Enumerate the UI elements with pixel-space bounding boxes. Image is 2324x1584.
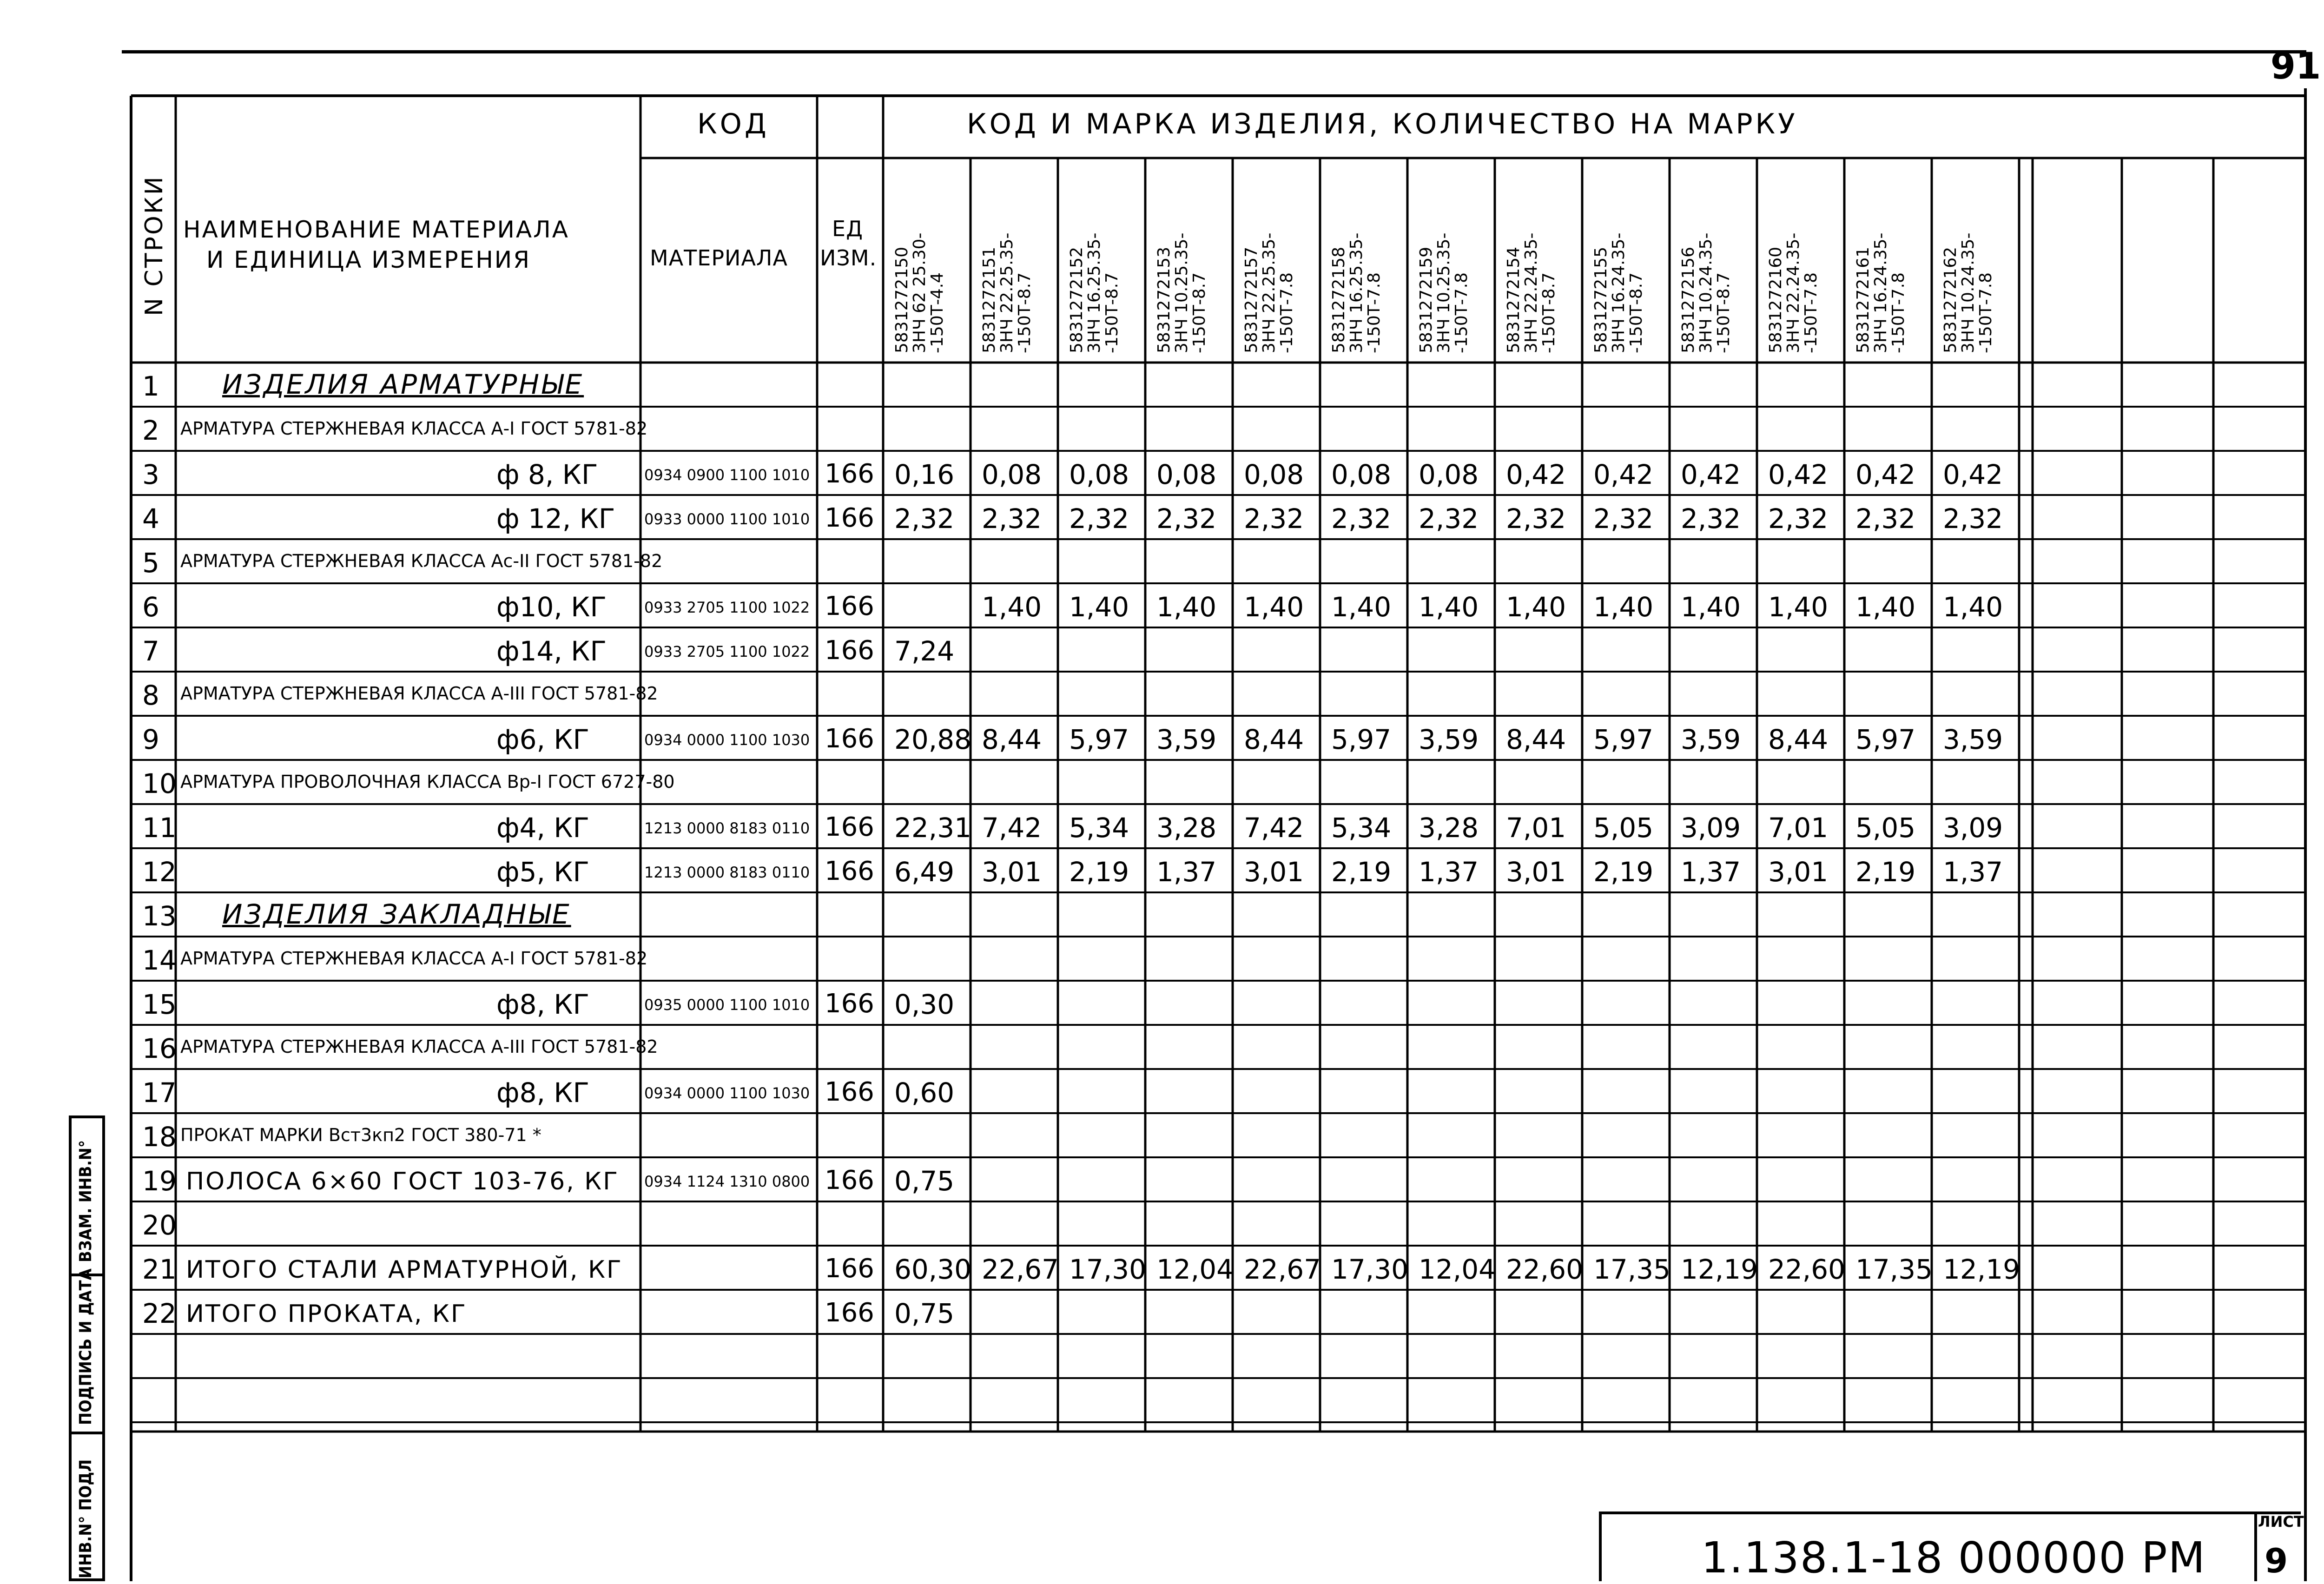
product-mark2: -150Т-7.8 xyxy=(1277,272,1296,353)
value-cell: 1,40 xyxy=(1593,591,1654,623)
row-number: 3 xyxy=(142,459,159,490)
value-cell: 0,08 xyxy=(982,459,1042,490)
value-cell: 1,40 xyxy=(982,591,1042,623)
product-column-header xyxy=(1680,233,1733,353)
value-cell: 1,40 xyxy=(1419,591,1479,623)
sidebar-label-podpis: ПОДПИСЬ И ДАТА xyxy=(76,1268,95,1425)
value-cell: 1,40 xyxy=(1331,591,1392,623)
value-cell: 12,04 xyxy=(1419,1254,1496,1285)
product-mark2: -150Т-7.8 xyxy=(1452,272,1471,353)
value-cell: 17,35 xyxy=(1593,1254,1671,1285)
value-cell: 1,40 xyxy=(1768,591,1829,623)
value-cell: 3,59 xyxy=(1419,724,1479,755)
product-mark1: 3НЧ 22.24.35- xyxy=(1784,232,1803,353)
row-name: АРМАТУРА СТЕРЖНЕВАЯ КЛАССА А-III ГОСТ 5781-82 xyxy=(180,1036,658,1057)
row-number: 7 xyxy=(142,635,159,667)
product-mark1: 3НЧ 22.25.35- xyxy=(1260,232,1279,353)
value-cell: 0,42 xyxy=(1681,459,1741,490)
value-cell: 1,37 xyxy=(1681,856,1741,888)
value-cell: 0,42 xyxy=(1768,459,1829,490)
row-number: 5 xyxy=(142,547,159,579)
value-cell: 5,97 xyxy=(1593,724,1654,755)
value-cell: 2,32 xyxy=(1244,503,1304,535)
product-mark2: -150Т-8.7 xyxy=(1190,272,1209,353)
product-column-header xyxy=(1243,233,1296,353)
value-cell: 17,30 xyxy=(1331,1254,1409,1285)
row-number: 11 xyxy=(142,812,177,844)
header-kod: КОД xyxy=(697,108,769,140)
value-cell: 8,44 xyxy=(1244,724,1304,755)
product-mark2: -150Т-8.7 xyxy=(1539,272,1558,353)
product-code: 5831272158 xyxy=(1329,246,1348,353)
row-number: 9 xyxy=(142,724,159,755)
product-mark1: 3НЧ 22.25.35- xyxy=(997,232,1017,353)
row-number: 16 xyxy=(142,1033,177,1064)
row-number: 17 xyxy=(142,1077,177,1109)
header-product-group: КОД И МАРКА ИЗДЕЛИЯ, КОЛИЧЕСТВО НА МАРКУ xyxy=(967,108,1798,140)
product-mark2: -150Т-8.7 xyxy=(1103,272,1122,353)
value-cell: 3,01 xyxy=(1506,856,1566,888)
value-cell: 7,42 xyxy=(982,812,1042,844)
row-unit: 166 xyxy=(825,503,874,533)
row-name: АРМАТУРА ПРОВОЛОЧНАЯ КЛАССА Вр-I ГОСТ 6727-80 xyxy=(180,772,675,792)
row-name: ф14, КГ xyxy=(496,635,607,667)
row-number: 21 xyxy=(142,1254,177,1285)
row-material-code: 1213 0000 8183 0110 xyxy=(644,819,810,837)
product-mark2: -150Т-4.4 xyxy=(928,272,947,353)
sheet-number: 9 xyxy=(2265,1541,2288,1580)
row-unit: 166 xyxy=(825,989,874,1019)
value-cell: 3,59 xyxy=(1156,724,1217,755)
value-cell: 2,32 xyxy=(1069,503,1129,535)
product-column-header xyxy=(1155,233,1208,353)
value-cell: 0,75 xyxy=(894,1165,955,1197)
product-code: 5831272159 xyxy=(1417,246,1436,353)
row-material-code: 0934 1124 1310 0800 xyxy=(644,1173,810,1190)
product-code: 5831272160 xyxy=(1766,246,1785,353)
value-cell: 5,34 xyxy=(1331,812,1392,844)
row-unit: 166 xyxy=(825,591,874,621)
row-unit: 166 xyxy=(825,724,874,754)
product-mark2: -150Т-8.7 xyxy=(1627,272,1646,353)
page-number: 91 xyxy=(2270,46,2321,87)
product-mark1: 3НЧ 16.25.35- xyxy=(1085,232,1104,353)
value-cell: 22,60 xyxy=(1768,1254,1846,1285)
row-name: ф 12, КГ xyxy=(496,503,615,535)
row-unit: 166 xyxy=(825,856,874,886)
product-mark1: 3НЧ 16.24.35- xyxy=(1871,232,1890,353)
row-name: ИЗДЕЛИЯ ЗАКЛАДНЫЕ xyxy=(222,898,571,930)
value-cell: 12,19 xyxy=(1681,1254,1758,1285)
row-name: ИТОГО ПРОКАТА, КГ xyxy=(186,1300,467,1328)
value-cell: 0,42 xyxy=(1506,459,1566,490)
value-cell: 7,42 xyxy=(1244,812,1304,844)
row-number: 12 xyxy=(142,856,177,888)
value-cell: 12,19 xyxy=(1943,1254,2020,1285)
row-material-code: 0933 0000 1100 1010 xyxy=(644,510,810,528)
value-cell: 2,32 xyxy=(1768,503,1829,535)
row-name: ИТОГО СТАЛИ АРМАТУРНОЙ, КГ xyxy=(186,1256,623,1284)
value-cell: 1,40 xyxy=(1244,591,1304,623)
value-cell: 0,42 xyxy=(1943,459,2003,490)
row-number: 2 xyxy=(142,415,159,446)
product-mark1: 3НЧ 10.25.35- xyxy=(1172,232,1191,353)
product-mark2: -150Т-8.7 xyxy=(1714,272,1733,353)
product-mark1: 3НЧ 16.24.35- xyxy=(1609,232,1628,353)
value-cell: 22,67 xyxy=(982,1254,1059,1285)
product-mark2: -150Т-7.8 xyxy=(1365,272,1384,353)
header-material: МАТЕРИАЛА xyxy=(650,245,788,271)
row-number: 18 xyxy=(142,1121,177,1153)
row-material-code: 0934 0000 1100 1030 xyxy=(644,731,810,749)
value-cell: 1,37 xyxy=(1156,856,1217,888)
value-cell: 1,40 xyxy=(1069,591,1129,623)
row-unit: 166 xyxy=(825,1165,874,1195)
product-mark1: 3НЧ 10.25.35- xyxy=(1434,232,1453,353)
value-cell: 2,19 xyxy=(1069,856,1129,888)
value-cell: 0,08 xyxy=(1069,459,1129,490)
row-name: ф10, КГ xyxy=(496,591,607,623)
row-number: 1 xyxy=(142,370,159,402)
header-row-number: N СТРОКИ xyxy=(140,175,168,316)
product-column-header xyxy=(981,233,1034,353)
product-code: 5831272150 xyxy=(892,246,911,353)
value-cell: 2,19 xyxy=(1593,856,1654,888)
row-material-code: 0934 0900 1100 1010 xyxy=(644,466,810,484)
value-cell: 12,04 xyxy=(1156,1254,1234,1285)
value-cell: 1,37 xyxy=(1419,856,1479,888)
value-cell: 6,49 xyxy=(894,856,955,888)
row-name: ф5, КГ xyxy=(496,856,589,888)
product-column-header xyxy=(1418,233,1471,353)
value-cell: 7,24 xyxy=(894,635,955,667)
value-cell: 8,44 xyxy=(982,724,1042,755)
product-mark2: -150Т-8.7 xyxy=(1015,272,1034,353)
product-column-header xyxy=(893,233,946,353)
row-material-code: 0934 0000 1100 1030 xyxy=(644,1084,810,1102)
row-name: ф6, КГ xyxy=(496,724,589,755)
value-cell: 5,97 xyxy=(1331,724,1392,755)
value-cell: 2,32 xyxy=(1593,503,1654,535)
row-material-code: 1213 0000 8183 0110 xyxy=(644,864,810,881)
row-unit: 166 xyxy=(825,635,874,666)
sidebar-label-vzam: ВЗАМ. ИНВ.N° xyxy=(76,1140,95,1262)
value-cell: 0,30 xyxy=(894,989,955,1020)
product-column-header xyxy=(1330,233,1383,353)
row-name: ф4, КГ xyxy=(496,812,589,844)
row-unit: 166 xyxy=(825,459,874,489)
value-cell: 3,59 xyxy=(1943,724,2003,755)
value-cell: 1,40 xyxy=(1855,591,1916,623)
value-cell: 0,08 xyxy=(1419,459,1479,490)
value-cell: 0,42 xyxy=(1855,459,1916,490)
value-cell: 3,01 xyxy=(1244,856,1304,888)
row-number: 13 xyxy=(142,900,177,932)
value-cell: 3,28 xyxy=(1156,812,1217,844)
value-cell: 20,88 xyxy=(894,724,972,755)
value-cell: 5,97 xyxy=(1855,724,1916,755)
row-number: 14 xyxy=(142,944,177,976)
product-code: 5831272155 xyxy=(1591,246,1611,353)
value-cell: 60,30 xyxy=(894,1254,972,1285)
product-mark1: 3НЧ 10.24.35- xyxy=(1697,232,1716,353)
row-unit: 166 xyxy=(825,1298,874,1328)
value-cell: 5,05 xyxy=(1855,812,1916,844)
value-cell: 3,09 xyxy=(1681,812,1741,844)
value-cell: 1,40 xyxy=(1943,591,2003,623)
value-cell: 0,08 xyxy=(1331,459,1392,490)
row-name: ф8, КГ xyxy=(496,1077,589,1109)
product-column-header xyxy=(1068,233,1121,353)
product-column-header xyxy=(1592,233,1645,353)
value-cell: 8,44 xyxy=(1506,724,1566,755)
header-name-line2: И ЕДИНИЦА ИЗМЕРЕНИЯ xyxy=(206,246,531,273)
side-stamp xyxy=(69,1115,105,1581)
value-cell: 2,32 xyxy=(1681,503,1741,535)
value-cell: 0,75 xyxy=(894,1298,955,1329)
row-name: ПРОКАТ МАРКИ Вст3кп2 ГОСТ 380-71 * xyxy=(180,1125,541,1145)
row-number: 19 xyxy=(142,1165,177,1197)
product-column-header xyxy=(1942,233,1995,353)
value-cell: 5,34 xyxy=(1069,812,1129,844)
product-mark1: 3НЧ 16.25.35- xyxy=(1347,232,1366,353)
row-name: ПОЛОСА 6×60 ГОСТ 103-76, КГ xyxy=(186,1168,619,1195)
row-number: 15 xyxy=(142,989,177,1020)
header-unit-line1: ЕД xyxy=(832,216,864,241)
value-cell: 0,16 xyxy=(894,459,955,490)
product-column-header xyxy=(1855,233,1908,353)
value-cell: 0,08 xyxy=(1156,459,1217,490)
value-cell: 2,19 xyxy=(1331,856,1392,888)
value-cell: 22,31 xyxy=(894,812,972,844)
product-code: 5831272157 xyxy=(1242,246,1261,353)
value-cell: 3,59 xyxy=(1681,724,1741,755)
value-cell: 0,60 xyxy=(894,1077,955,1109)
product-code: 5831272161 xyxy=(1854,246,1873,353)
product-column-header xyxy=(1505,233,1558,353)
row-number: 4 xyxy=(142,503,159,535)
product-code: 5831272153 xyxy=(1155,246,1174,353)
value-cell: 2,32 xyxy=(1419,503,1479,535)
value-cell: 22,60 xyxy=(1506,1254,1584,1285)
value-cell: 7,01 xyxy=(1506,812,1566,844)
product-column-header xyxy=(1767,233,1820,353)
value-cell: 3,01 xyxy=(1768,856,1829,888)
value-cell: 2,32 xyxy=(1156,503,1217,535)
value-cell: 3,01 xyxy=(982,856,1042,888)
value-cell: 8,44 xyxy=(1768,724,1829,755)
row-name: АРМАТУРА СТЕРЖНЕВАЯ КЛАССА А-I ГОСТ 5781-82 xyxy=(180,418,648,439)
value-cell: 1,37 xyxy=(1943,856,2003,888)
value-cell: 7,01 xyxy=(1768,812,1829,844)
value-cell: 2,32 xyxy=(1855,503,1916,535)
value-cell: 22,67 xyxy=(1244,1254,1321,1285)
sheet-label: ЛИСТ xyxy=(2258,1513,2304,1531)
row-number: 20 xyxy=(142,1209,177,1241)
row-number: 22 xyxy=(142,1298,177,1329)
row-number: 8 xyxy=(142,680,159,711)
sidebar-label-inv: ИНВ.N° ПОДЛ xyxy=(76,1459,95,1578)
value-cell: 0,08 xyxy=(1244,459,1304,490)
row-name: ф8, КГ xyxy=(496,989,589,1020)
value-cell: 1,40 xyxy=(1156,591,1217,623)
value-cell: 2,32 xyxy=(1331,503,1392,535)
value-cell: 17,35 xyxy=(1855,1254,1933,1285)
header-name-line1: НАИМЕНОВАНИЕ МАТЕРИАЛА xyxy=(183,216,569,243)
header-unit-line2: ИЗМ. xyxy=(820,245,877,271)
product-mark1: 3НЧ 22.24.35- xyxy=(1522,232,1541,353)
value-cell: 1,40 xyxy=(1506,591,1566,623)
row-number: 6 xyxy=(142,591,159,623)
row-unit: 166 xyxy=(825,812,874,842)
product-code: 5831272152 xyxy=(1067,246,1086,353)
value-cell: 3,09 xyxy=(1943,812,2003,844)
product-code: 5831272151 xyxy=(980,246,999,353)
row-name: АРМАТУРА СТЕРЖНЕВАЯ КЛАССА Ас-II ГОСТ 5781-82 xyxy=(180,551,663,571)
row-material-code: 0935 0000 1100 1010 xyxy=(644,996,810,1014)
value-cell: 2,32 xyxy=(1506,503,1566,535)
value-cell: 2,19 xyxy=(1855,856,1916,888)
product-mark1: 3НЧ 10.24.35- xyxy=(1959,232,1978,353)
row-material-code: 0933 2705 1100 1022 xyxy=(644,599,810,616)
value-cell: 5,05 xyxy=(1593,812,1654,844)
row-name: ИЗДЕЛИЯ АРМАТУРНЫЕ xyxy=(222,369,584,400)
value-cell: 3,28 xyxy=(1419,812,1479,844)
value-cell: 0,42 xyxy=(1593,459,1654,490)
document-number: 1.138.1-18 000000 РМ xyxy=(1701,1533,2206,1583)
value-cell: 2,32 xyxy=(982,503,1042,535)
row-material-code: 0933 2705 1100 1022 xyxy=(644,643,810,660)
value-cell: 1,40 xyxy=(1681,591,1741,623)
product-mark2: -150Т-7.8 xyxy=(1802,272,1821,353)
value-cell: 5,97 xyxy=(1069,724,1129,755)
product-code: 5831272154 xyxy=(1504,246,1523,353)
value-cell: 17,30 xyxy=(1069,1254,1147,1285)
row-unit: 166 xyxy=(825,1254,874,1284)
row-unit: 166 xyxy=(825,1077,874,1107)
row-name: АРМАТУРА СТЕРЖНЕВАЯ КЛАССА А-III ГОСТ 5781-82 xyxy=(180,683,658,704)
product-mark1: 3НЧ 62 25.30- xyxy=(910,232,929,353)
value-cell: 2,32 xyxy=(894,503,955,535)
row-number: 10 xyxy=(142,768,177,799)
product-mark2: -150Т-7.8 xyxy=(1889,272,1908,353)
product-code: 5831272156 xyxy=(1679,246,1698,353)
product-code: 5831272162 xyxy=(1941,246,1960,353)
product-mark2: -150Т-7.8 xyxy=(1976,272,1995,353)
row-name: ф 8, КГ xyxy=(496,459,598,490)
row-name: АРМАТУРА СТЕРЖНЕВАЯ КЛАССА А-I ГОСТ 5781-82 xyxy=(180,948,648,969)
value-cell: 2,32 xyxy=(1943,503,2003,535)
